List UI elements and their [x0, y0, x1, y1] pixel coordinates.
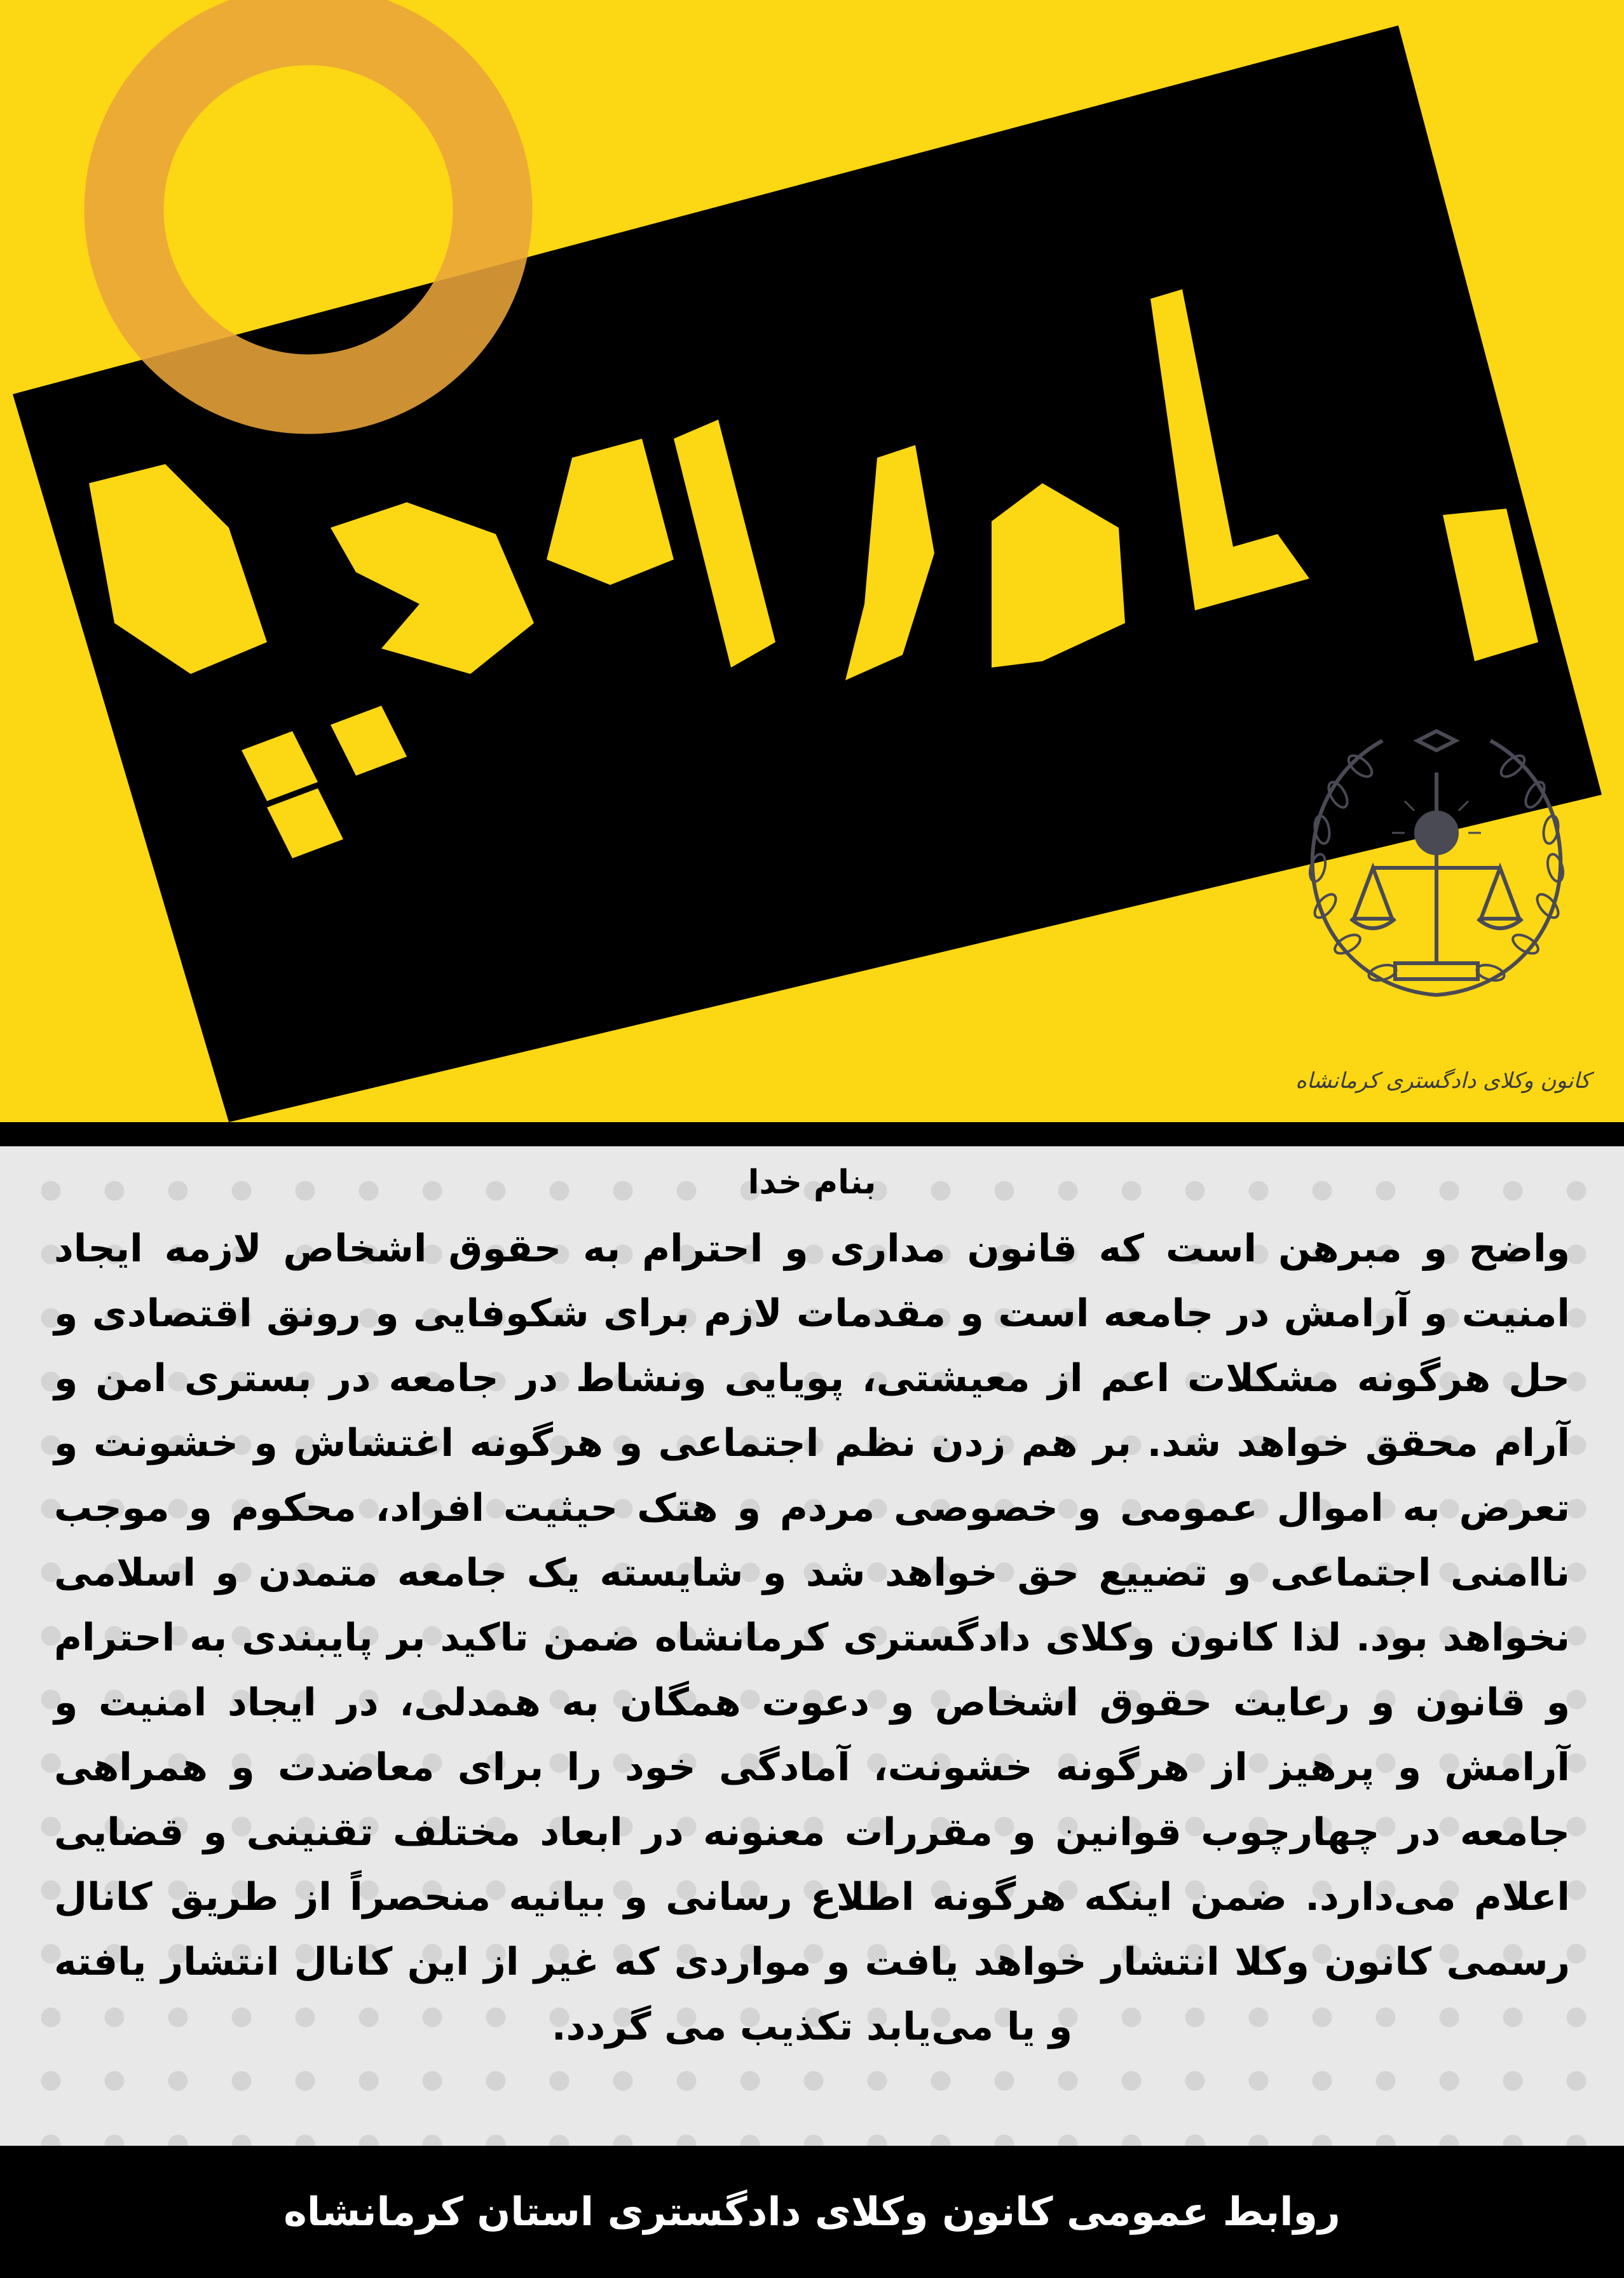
footer-signature: روابط عمومی کانون وکلای دادگستری استان کرمانشاه — [283, 2188, 1341, 2235]
statement-heading: بنام خدا — [747, 1163, 877, 1202]
seal-caption: کانون وکلای دادگستری کرمانشاه — [1295, 1068, 1590, 1094]
scales-of-justice-icon — [1307, 731, 1566, 995]
divider — [0, 1122, 1624, 1146]
bar-association-seal — [1287, 715, 1586, 1020]
footer-bar — [0, 2146, 1624, 2278]
statement-panel — [0, 1146, 1624, 2146]
announcement-banner — [0, 0, 1624, 1122]
statement-body: واضح و مبرهن است که قانون مداری و احترام به حقوق اشخاص لازمه ایجاد امنیت و آرامش در جامعه است و مقدمات لازم برای شکوفایی و رونق اقتصادی و حل هرگونه مشکلات اعم از معیشتی، پویایی ونشاط در جامعه در بستری امن و آرام محقق خواهد شد. بر هم زدن نظم اجتماعی و هرگونه اغتشاش و خشونت و تعرض به اموال عمومی و خصوصی مردم و هتک حیثیت افراد، محکوم و موجب ناامنی اجتماعی و تضییع حق خواهد شد و شایسته یک جامعه متمدن و اسلامی نخواهد بود. لذا کانون وکلای دادگستری کرمانشاه ضمن تاکید بر پایبندی به احترام و قانون و رعایت حقوق اشخاص و دعوت همگان به همدلی، در ایجاد امنیت و آرامش و پرهیز از هرگونه خشونت، آمادگی خود را برای معاضدت و همراهی جامعه در چهارچوب قوانین و مقررات معنونه در ابعاد مختلف تقنینی و قضایی اعلام می‌دارد. ضمن اینکه هرگونه اطلاع رسانی و بیانیه منحصراً از طریق کانال رسمی کانون وکلا انتشار خواهد یافت و مواردی که غیر از این کانال انتشار یافته و یا می‌یابد تکذیب می گردد. — [54, 1226, 1570, 2049]
